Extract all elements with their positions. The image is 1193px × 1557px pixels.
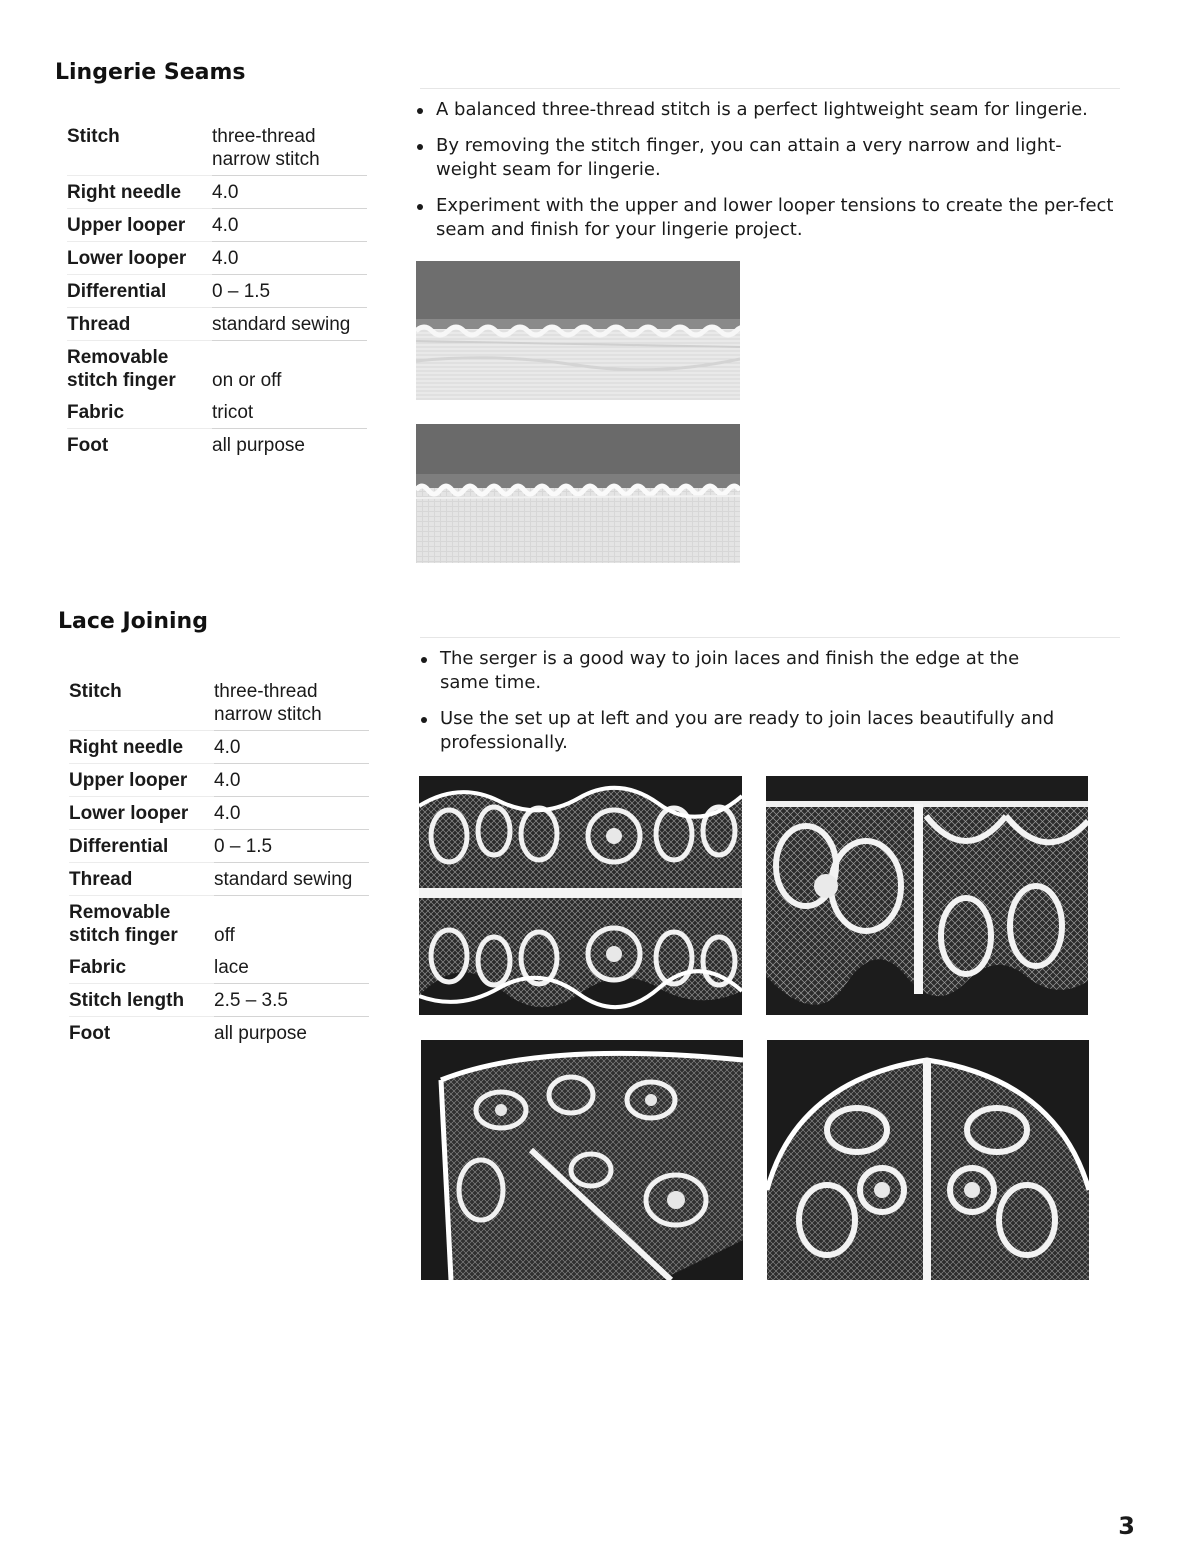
spec-value: 0 – 1.5 — [212, 275, 367, 308]
spec-label: Foot — [67, 435, 109, 456]
spec-value: 4.0 — [212, 242, 367, 275]
bullet-item: A balanced three-thread stitch is a perfect lightweight seam for lingerie. — [415, 98, 1120, 122]
spec-row — [67, 209, 367, 242]
spec-row — [67, 396, 367, 429]
spec-value: three-thread narrow stitch — [212, 120, 367, 176]
spec-value: three-thread narrow stitch — [214, 675, 369, 731]
lingerie-specs-table — [67, 120, 367, 461]
bullet-item: Experiment with the upper and lower looper tensions to create the per-fect seam and finish for your lingerie project. — [415, 194, 1120, 242]
spec-value: standard sewing — [214, 863, 369, 896]
spec-row — [67, 242, 367, 275]
spec-label: Removable stitch finger — [69, 902, 178, 946]
spec-value: off — [214, 925, 235, 946]
spec-row — [69, 830, 369, 863]
spec-row — [69, 1017, 369, 1050]
spec-value: 4.0 — [214, 764, 369, 797]
spec-label: Upper looper — [69, 764, 214, 797]
lingerie-seam-photo-2 — [416, 424, 740, 563]
spec-row — [67, 176, 367, 209]
spec-row — [67, 275, 367, 308]
lingerie-bullet-list — [415, 98, 1120, 254]
spec-value: standard sewing — [212, 308, 367, 341]
spec-label: Foot — [69, 1023, 111, 1044]
spec-row — [69, 951, 369, 984]
spec-label: Stitch — [69, 675, 214, 731]
spec-label: Fabric — [67, 396, 212, 429]
spec-value: 4.0 — [212, 209, 367, 242]
spec-value: 4.0 — [214, 731, 369, 764]
spec-label: Differential — [67, 275, 212, 308]
lingerie-seam-photo-1 — [416, 261, 740, 400]
spec-label: Lower looper — [67, 242, 212, 275]
spec-row — [69, 896, 369, 952]
lace-section-title: Lace Joining — [58, 609, 208, 634]
spec-label: Right needle — [67, 176, 212, 209]
lace-bullet-list — [419, 647, 1059, 767]
lace-photo-vertical-join — [766, 776, 1088, 1015]
spec-label: Upper looper — [67, 209, 212, 242]
lace-specs-table — [69, 675, 369, 1049]
spec-row — [69, 764, 369, 797]
page-number: 3 — [1118, 1512, 1135, 1540]
spec-label: Lower looper — [69, 797, 214, 830]
spec-row — [67, 341, 367, 397]
spec-value: tricot — [212, 396, 367, 429]
spec-value: 0 – 1.5 — [214, 830, 369, 863]
spec-value: 4.0 — [212, 176, 367, 209]
lingerie-section-title: Lingerie Seams — [55, 60, 246, 85]
spec-value: all purpose — [212, 435, 305, 456]
spec-label: Thread — [67, 308, 212, 341]
lace-photo-joined-strips — [419, 776, 742, 1015]
spec-label: Fabric — [69, 951, 214, 984]
spec-value: 2.5 – 3.5 — [214, 984, 369, 1017]
spec-value: 4.0 — [214, 797, 369, 830]
bullet-item: The serger is a good way to join laces and finish the edge at the same time. — [419, 647, 1059, 695]
spec-label: Removable stitch finger — [67, 347, 176, 391]
bullet-item: Use the set up at left and you are ready to join laces beautifully and professionally. — [419, 707, 1059, 755]
spec-row — [67, 429, 367, 462]
lace-header-rule — [420, 637, 1120, 638]
spec-value: lace — [214, 951, 369, 984]
spec-value: on or off — [212, 370, 282, 391]
spec-row — [69, 863, 369, 896]
spec-row — [67, 120, 367, 176]
spec-value: all purpose — [214, 1023, 307, 1044]
spec-row — [69, 984, 369, 1017]
spec-row — [69, 731, 369, 764]
spec-label: Right needle — [69, 731, 214, 764]
spec-row — [67, 308, 367, 341]
lace-photo-arch-join — [767, 1040, 1089, 1280]
spec-row — [69, 675, 369, 731]
bullet-item: By removing the stitch finger, you can attain a very narrow and light-weight seam for lingerie. — [415, 134, 1120, 182]
spec-label: Thread — [69, 863, 214, 896]
lace-photo-corner — [421, 1040, 743, 1280]
spec-label: Stitch — [67, 120, 212, 176]
spec-row — [69, 797, 369, 830]
spec-label: Differential — [69, 830, 214, 863]
spec-label: Stitch length — [69, 984, 214, 1017]
lingerie-header-rule — [420, 88, 1120, 89]
